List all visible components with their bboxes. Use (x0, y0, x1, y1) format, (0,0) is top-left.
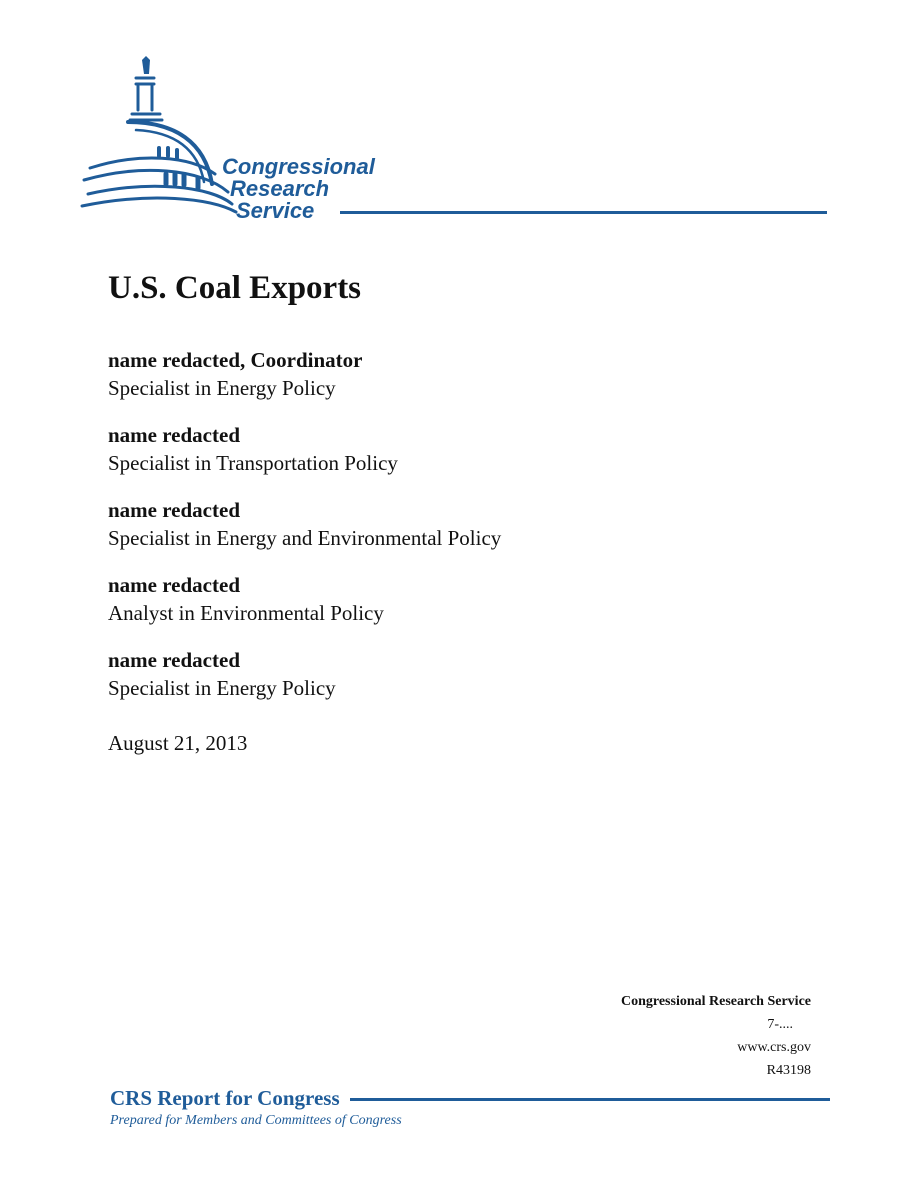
author-entry (108, 646, 728, 702)
logo-line-2: Research (230, 176, 330, 201)
crs-website-link[interactable]: www.crs.gov (737, 1040, 811, 1055)
logo-line-3: Service (236, 198, 315, 223)
author-name: name redacted (108, 648, 240, 672)
author-entry (108, 571, 728, 627)
author-name: name redacted (108, 423, 240, 447)
author-role: Specialist in Energy Policy (108, 676, 336, 700)
report-footer (110, 1085, 830, 1131)
author-name: name redacted, Coordinator (108, 348, 363, 372)
author-role: Specialist in Transportation Policy (108, 451, 398, 475)
footer-title: CRS Report for Congress (110, 1085, 344, 1111)
footer-subtitle: Prepared for Members and Committees of Congress (110, 1113, 402, 1128)
report-title: U.S. Coal Exports (108, 270, 362, 306)
author-name: name redacted (108, 498, 240, 522)
author-role: Specialist in Energy Policy (108, 376, 336, 400)
author-entry (108, 346, 728, 402)
crs-contact-block (621, 990, 811, 1082)
report-date: August 21, 2013 (108, 731, 248, 755)
author-role: Analyst in Environmental Policy (108, 601, 384, 625)
logo-rule (340, 211, 827, 214)
footer-rule (350, 1098, 830, 1101)
author-entry (108, 496, 728, 552)
crs-org-name: Congressional Research Service (620, 994, 811, 1009)
author-list (108, 346, 728, 721)
crs-phone: 7-.... (767, 1017, 793, 1032)
report-number: R43198 (766, 1063, 811, 1078)
logo-line-1: Congressional (222, 154, 375, 179)
author-name: name redacted (108, 573, 240, 597)
author-entry (108, 421, 728, 477)
crs-logo (80, 52, 840, 227)
author-role: Specialist in Energy and Environmental Policy (108, 526, 502, 550)
